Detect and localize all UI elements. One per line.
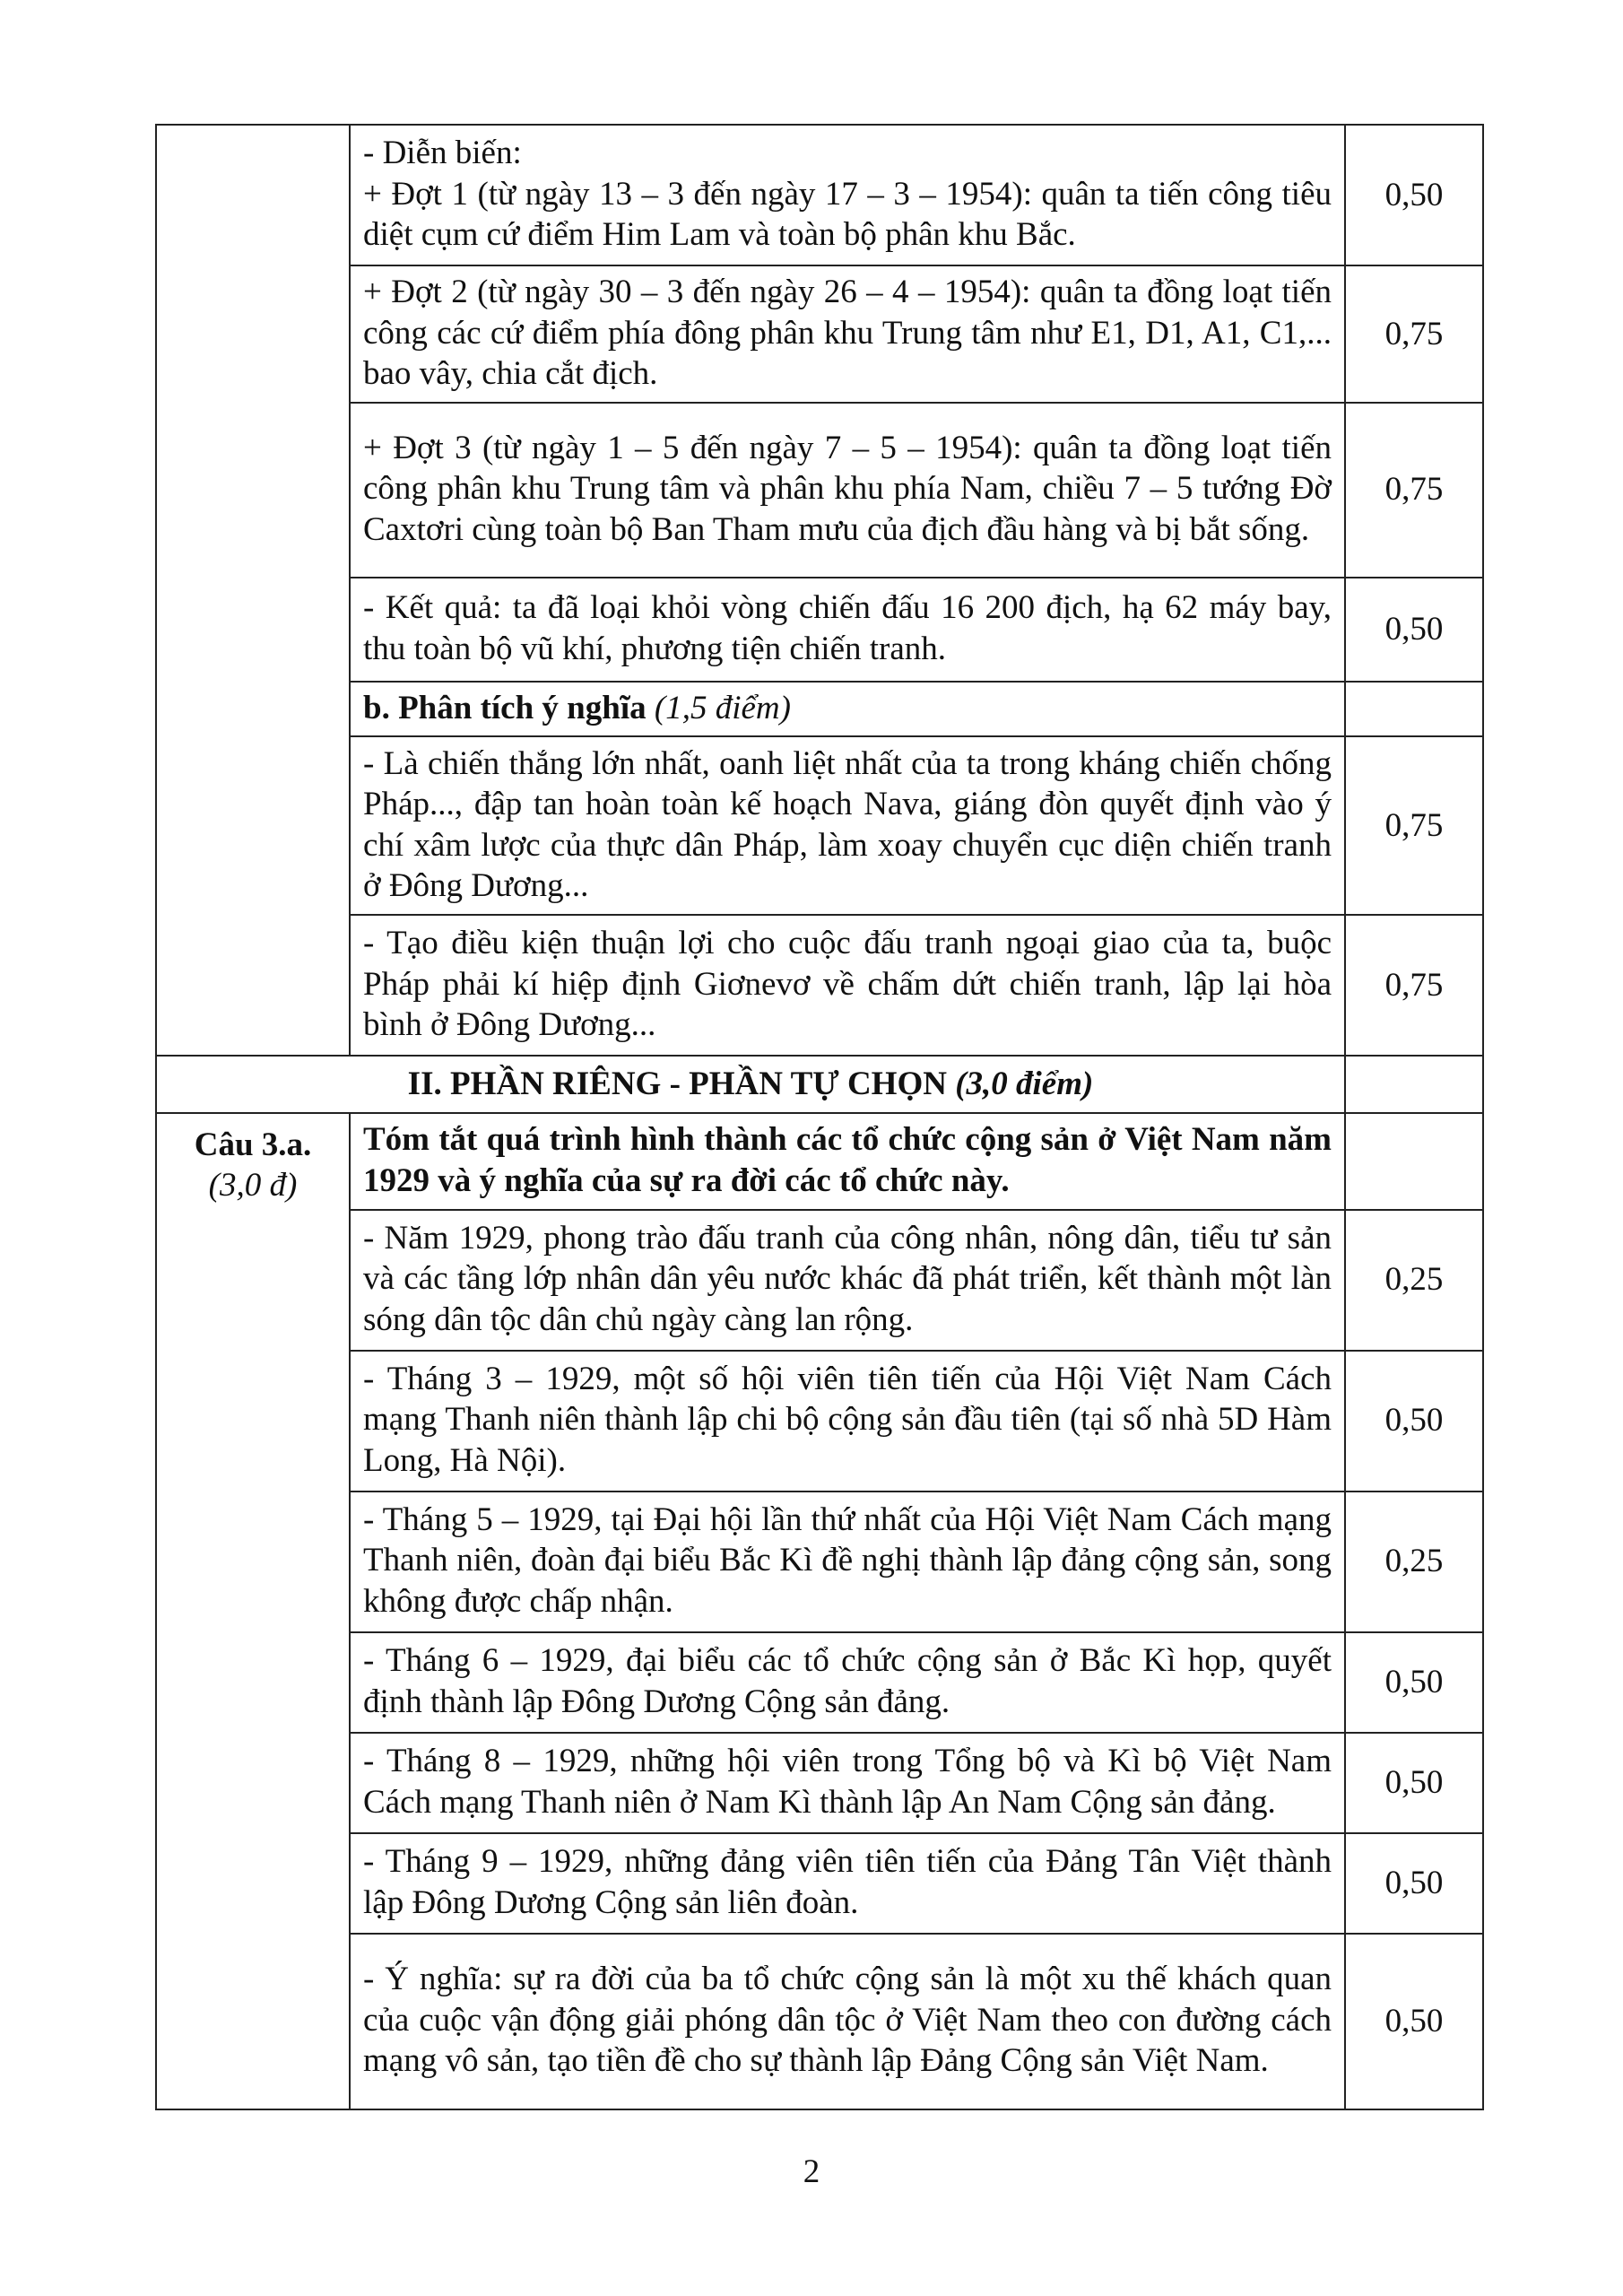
page-number: 2: [803, 2153, 820, 2190]
content-cell: - Tạo điều kiện thuận lợi cho cuộc đấu tranh ngoại giao của ta, buộc Pháp phải kí hiệp định Giơnevơ về chấm dứt chiến tranh, lập lại hòa bình ở Đông Dương...: [350, 915, 1345, 1056]
section-b-points: (1,5 điểm): [654, 689, 791, 726]
score-cell: 0,75: [1345, 403, 1483, 578]
question-title-cell: Tóm tắt quá trình hình thành các tổ chức cộng sản ở Việt Nam năm 1929 và ý nghĩa của sự ra đời các tổ chức này.: [350, 1113, 1345, 1210]
score-cell: 0,50: [1345, 1934, 1483, 2109]
question-label: Câu 3.a.: [194, 1126, 312, 1163]
row-text: - Diễn biến:: [363, 135, 522, 172]
question-points: (3,0 đ): [208, 1167, 298, 1204]
table-row: [156, 1934, 1483, 2109]
score-cell: [1345, 125, 1483, 265]
table-row: [156, 682, 1483, 737]
content-cell: [350, 125, 1345, 265]
table-row: [156, 1210, 1483, 1351]
table-row: [156, 578, 1483, 682]
content-cell: - Tháng 8 – 1929, những hội viên trong Tổng bộ và Kì bộ Việt Nam Cách mạng Thanh niên ở Nam Kì thành lập An Nam Cộng sản đảng.: [350, 1733, 1345, 1833]
table-row: [156, 1113, 1483, 1210]
table-row: [156, 1351, 1483, 1492]
score-cell: 0,50: [1345, 1733, 1483, 1833]
score-cell-empty: [1345, 682, 1483, 737]
table-row: [156, 1833, 1483, 1934]
score-cell: 0,50: [1345, 1632, 1483, 1733]
content-cell: - Tháng 3 – 1929, một số hội viên tiên tiến của Hội Việt Nam Cách mạng Thanh niên thành lập chi bộ cộng sản đầu tiên (tại số nhà 5D Hàm Long, Hà Nội).: [350, 1351, 1345, 1492]
content-cell: - Kết quả: ta đã loại khỏi vòng chiến đấu 16 200 địch, hạ 62 máy bay, thu toàn bộ vũ khí, phương tiện chiến tranh.: [350, 578, 1345, 682]
table-row: [156, 125, 1483, 265]
content-cell: - Tháng 9 – 1929, những đảng viên tiên tiến của Đảng Tân Việt thành lập Đông Dương Cộng sản liên đoàn.: [350, 1833, 1345, 1934]
score-cell-empty: [1345, 1056, 1483, 1113]
answer-key-table: [155, 124, 1484, 2110]
content-cell: - Năm 1929, phong trào đấu tranh của công nhân, nông dân, tiểu tư sản và các tầng lớp nhân dân yêu nước khác đã phát triển, kết thành một làn sóng dân tộc dân chủ ngày càng lan rộng.: [350, 1210, 1345, 1351]
table-row: [156, 265, 1483, 403]
table-row: [156, 1056, 1483, 1113]
score-cell-empty: [1345, 1113, 1483, 1210]
table-row: [156, 1492, 1483, 1632]
score-cell: 0,50: [1345, 1351, 1483, 1492]
section-b-title: b. Phân tích ý nghĩa: [363, 689, 647, 726]
part2-header-cell: [156, 1056, 1345, 1113]
content-cell: + Đợt 2 (từ ngày 30 – 3 đến ngày 26 – 4 – 1954): quân ta đồng loạt tiến công các cứ điểm phía đông phân khu Trung tâm như E1, D1, A1, C1,... bao vây, chia cắt địch.: [350, 265, 1345, 403]
score-cell: 0,25: [1345, 1210, 1483, 1351]
question-cell: [156, 1113, 350, 2109]
content-cell: + Đợt 3 (từ ngày 1 – 5 đến ngày 7 – 5 – 1954): quân ta đồng loạt tiến công phân khu Trung tâm và phân khu phía Nam, chiều 7 – 5 tướng Đờ Caxtơri cùng toàn bộ Ban Tham mưu của địch đầu hàng và bị bắt sống.: [350, 403, 1345, 578]
section-b-title-cell: [350, 682, 1345, 737]
table-row: [156, 1632, 1483, 1733]
table-row: [156, 1733, 1483, 1833]
part2-header-title: II. PHẦN RIÊNG - PHẦN TỰ CHỌN: [407, 1065, 947, 1102]
content-cell: - Tháng 5 – 1929, tại Đại hội lần thứ nhất của Hội Việt Nam Cách mạng Thanh niên, đoàn đại biểu Bắc Kì đề nghị thành lập đảng cộng sản, song không được chấp nhận.: [350, 1492, 1345, 1632]
content-cell: - Tháng 6 – 1929, đại biểu các tổ chức cộng sản ở Bắc Kì họp, quyết định thành lập Đông Dương Cộng sản đảng.: [350, 1632, 1345, 1733]
table-row: [156, 915, 1483, 1056]
content-cell: - Là chiến thắng lớn nhất, oanh liệt nhất của ta trong kháng chiến chống Pháp..., đập tan hoàn toàn kế hoạch Nava, giáng đòn quyết định vào ý chí xâm lược của thực dân Pháp, làm xoay chuyển cục diện chiến tranh ở Đông Dương...: [350, 736, 1345, 915]
table-row: [156, 403, 1483, 578]
score-cell: 0,50: [1345, 578, 1483, 682]
row-text: + Đợt 1 (từ ngày 13 – 3 đến ngày 17 – 3 – 1954): quân ta tiến công tiêu diệt cụm cứ điểm Him Lam và toàn bộ phân khu Bắc.: [363, 175, 1332, 254]
part2-header-points: (3,0 điểm): [955, 1065, 1094, 1102]
score-cell: 0,25: [1345, 1492, 1483, 1632]
table-row: [156, 736, 1483, 915]
score-value: 0,50: [1384, 176, 1444, 213]
question-cell-empty: [156, 125, 350, 1056]
score-cell: 0,75: [1345, 736, 1483, 915]
score-cell: 0,75: [1345, 265, 1483, 403]
score-cell: 0,75: [1345, 915, 1483, 1056]
content-cell: - Ý nghĩa: sự ra đời của ba tổ chức cộng sản là một xu thế khách quan của cuộc vận động giải phóng dân tộc ở Việt Nam theo con đường cách mạng vô sản, tạo tiền đề cho sự thành lập Đảng Cộng sản Việt Nam.: [350, 1934, 1345, 2109]
score-cell: 0,50: [1345, 1833, 1483, 1934]
